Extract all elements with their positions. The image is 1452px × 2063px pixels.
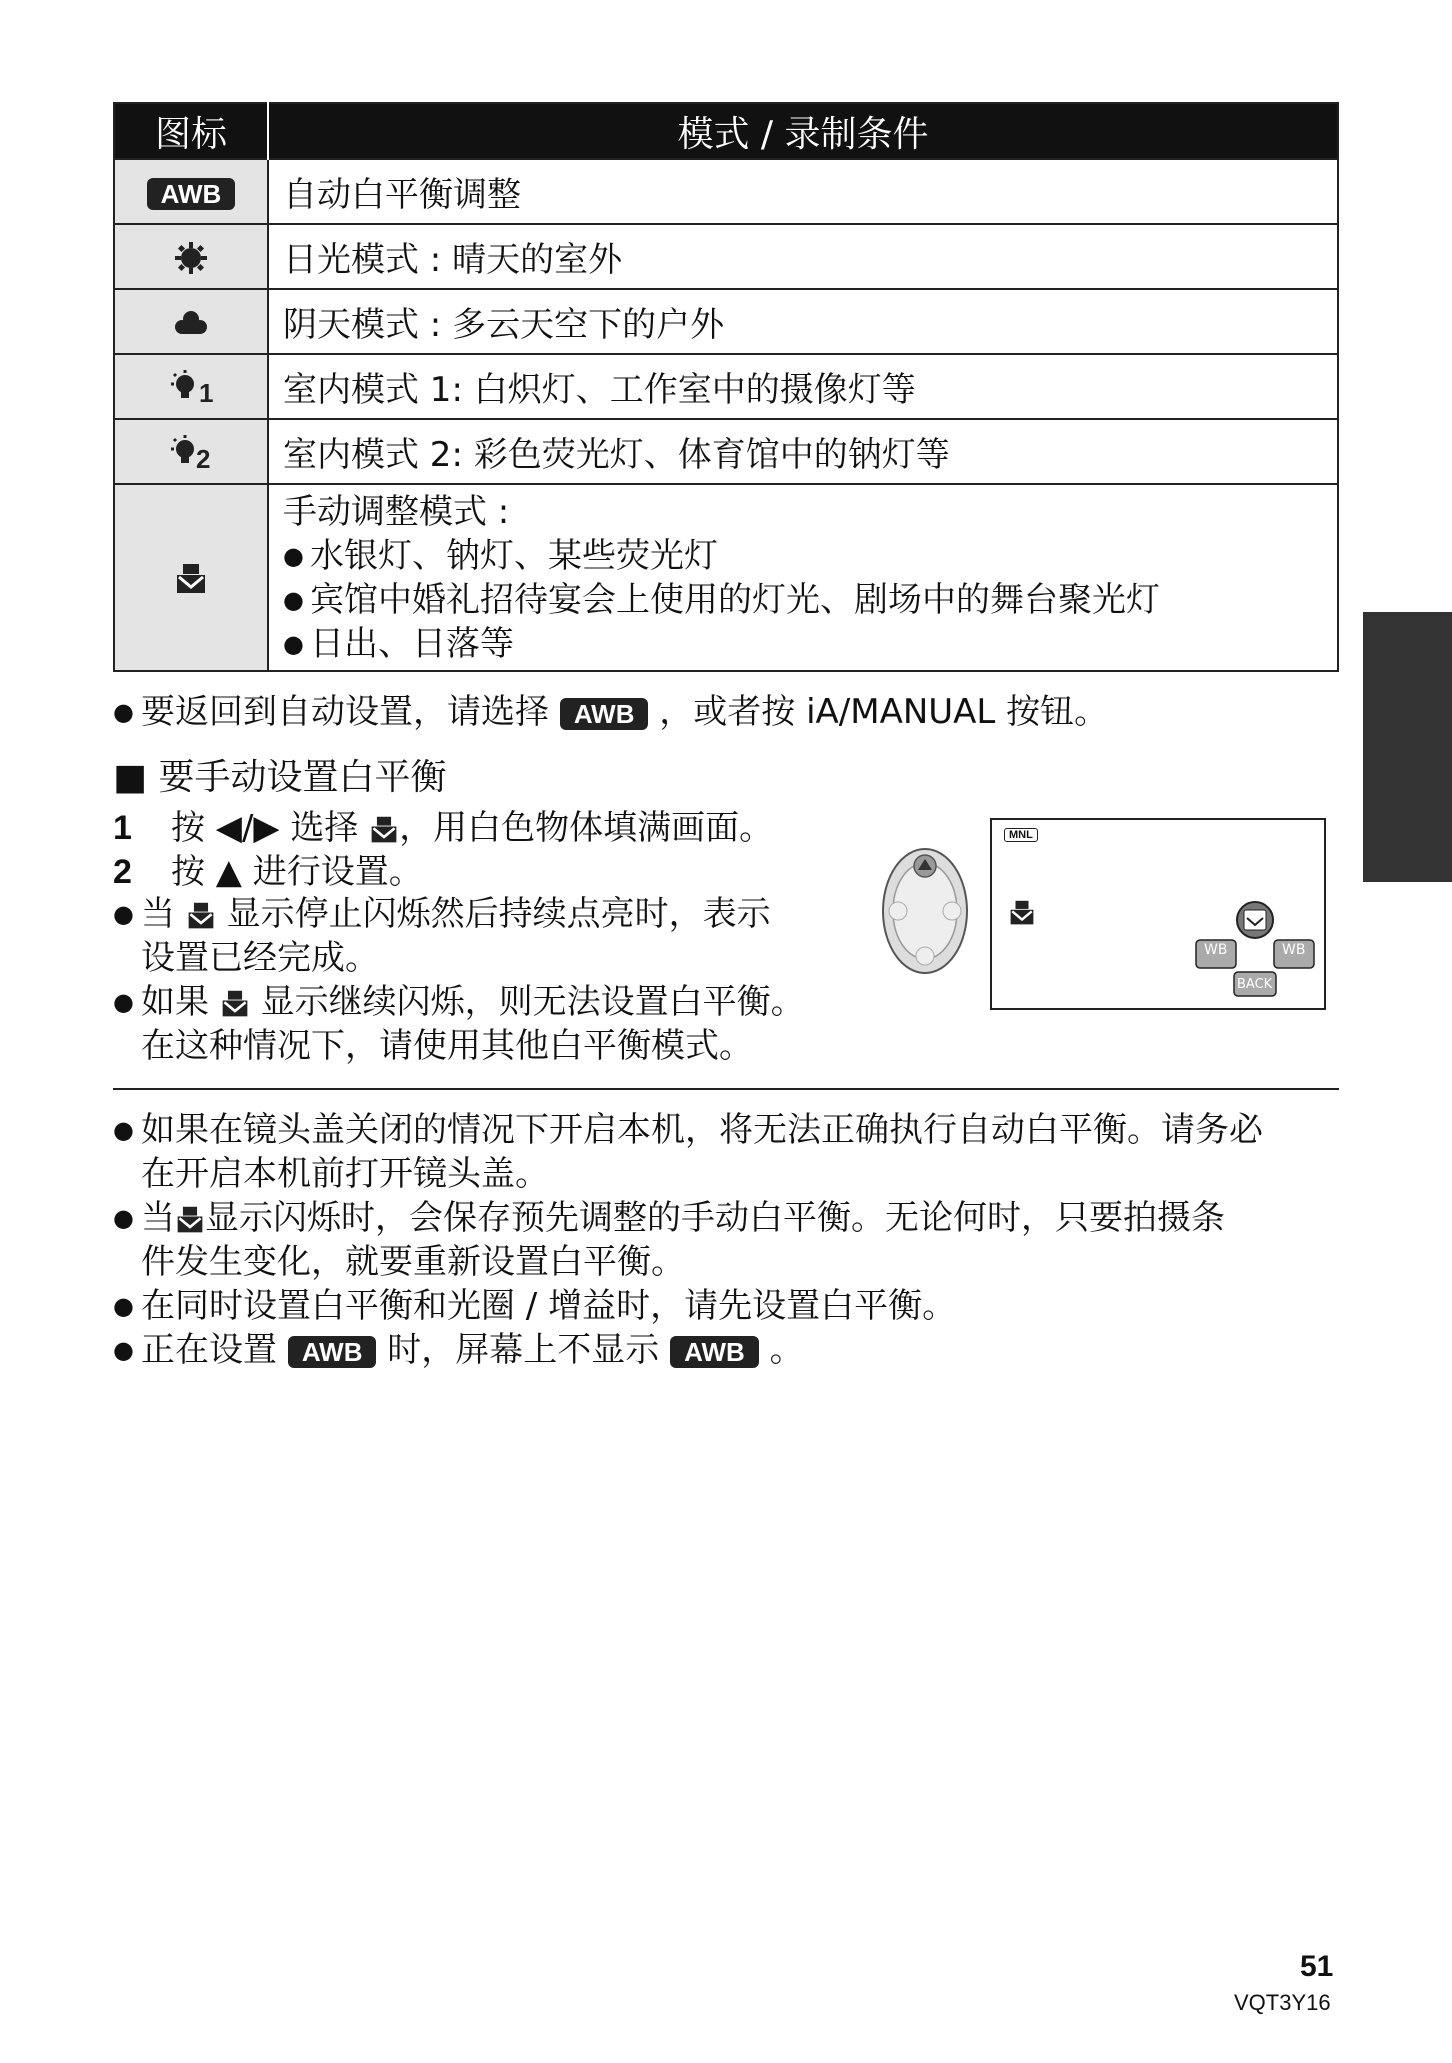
- table-row: [114, 224, 1338, 289]
- wb-left-label: WB: [1204, 942, 1228, 958]
- divider: [113, 1088, 1339, 1090]
- indoor1-icon: [169, 370, 213, 406]
- awb-icon: AWB: [288, 1336, 377, 1368]
- joystick-illustration: [880, 846, 970, 976]
- section-heading: ■ 要手动设置白平衡: [113, 757, 447, 798]
- wb-right-label: WB: [1282, 942, 1306, 958]
- mode-text: 阴天模式 : 多云天空下的户外: [268, 289, 1338, 354]
- indoor2-icon: [169, 435, 213, 471]
- back-label: BACK: [1237, 977, 1273, 992]
- side-tab: [1363, 612, 1452, 882]
- awb-icon: AWB: [560, 698, 649, 730]
- manual-wb-icon: [220, 989, 250, 1019]
- note-3: ● 在同时设置白平衡和光圈 / 增益时，请先设置白平衡。: [113, 1286, 957, 1326]
- list-item: ● 水银灯、钠灯、某些荧光灯: [283, 534, 1337, 578]
- mode-text: 自动白平衡调整: [268, 159, 1338, 224]
- note-4: ● 正在设置 AWB 时，屏幕上不显示 AWB 。: [113, 1330, 804, 1370]
- awb-icon: AWB: [670, 1336, 759, 1368]
- svg-text:2: 2: [196, 444, 211, 471]
- manual-wb-icon: [175, 1205, 205, 1235]
- mode-text: 室内模式 1: 白炽灯、工作室中的摄像灯等: [268, 354, 1338, 419]
- note-1: ● 如果在镜头盖关闭的情况下开启本机，将无法正确执行自动白平衡。请务必 在开启本机前打开镜头盖。: [113, 1110, 1263, 1194]
- manual-wb-icon: [174, 563, 208, 595]
- svg-text:1: 1: [199, 378, 213, 406]
- list-item: ● 宾馆中婚礼招待宴会上使用的灯光、剧场中的舞台聚光灯: [283, 578, 1337, 622]
- note-return: ● 要返回到自动设置，请选择 AWB ，或者按 iA/MANUAL 按钮。: [113, 692, 1109, 732]
- header-icon: 图标: [114, 103, 268, 159]
- sunny-icon: [173, 240, 209, 276]
- manual-wb-icon: [1008, 900, 1036, 926]
- manual-title: 手动调整模式 :: [283, 491, 510, 532]
- awb-icon: AWB: [147, 178, 236, 210]
- cloudy-icon: [172, 308, 210, 338]
- table-row: [114, 484, 1338, 671]
- page-number: 51: [1300, 1950, 1334, 1983]
- manual-wb-icon: [186, 901, 216, 931]
- table-row: [114, 159, 1338, 224]
- mode-text: 室内模式 2: 彩色荧光灯、体育馆中的钠灯等: [268, 419, 1338, 484]
- model-code: VQT3Y16: [1234, 1990, 1331, 2015]
- note-2: ● 当 显示闪烁时，会保存预先调整的手动白平衡。无论何时，只要拍摄条 件发生变化，就要重新设置白平衡。: [113, 1198, 1225, 1282]
- mode-label: MNL: [1004, 828, 1038, 842]
- table-row: [114, 419, 1338, 484]
- step-1: 1 按 ◀/▶ 选择 ，用白色物体填满画面。: [113, 808, 774, 848]
- mode-text: 日光模式 : 晴天的室外: [268, 224, 1338, 289]
- camera-screen: [990, 818, 1326, 1010]
- list-item: ● 日出、日落等: [283, 622, 1337, 666]
- step-note-1: ● 当 显示停止闪烁然后持续点亮时，表示 设置已经完成。: [113, 894, 771, 978]
- table-row: [114, 354, 1338, 419]
- table-row: [114, 289, 1338, 354]
- white-balance-table: [113, 102, 1339, 672]
- step-note-2: ● 如果 显示继续闪烁，则无法设置白平衡。 在这种情况下，请使用其他白平衡模式。: [113, 982, 805, 1066]
- step-2: 2 按 ▲ 进行设置。: [113, 852, 423, 892]
- manual-wb-icon: [369, 815, 399, 845]
- header-mode: 模式 / 录制条件: [268, 103, 1338, 159]
